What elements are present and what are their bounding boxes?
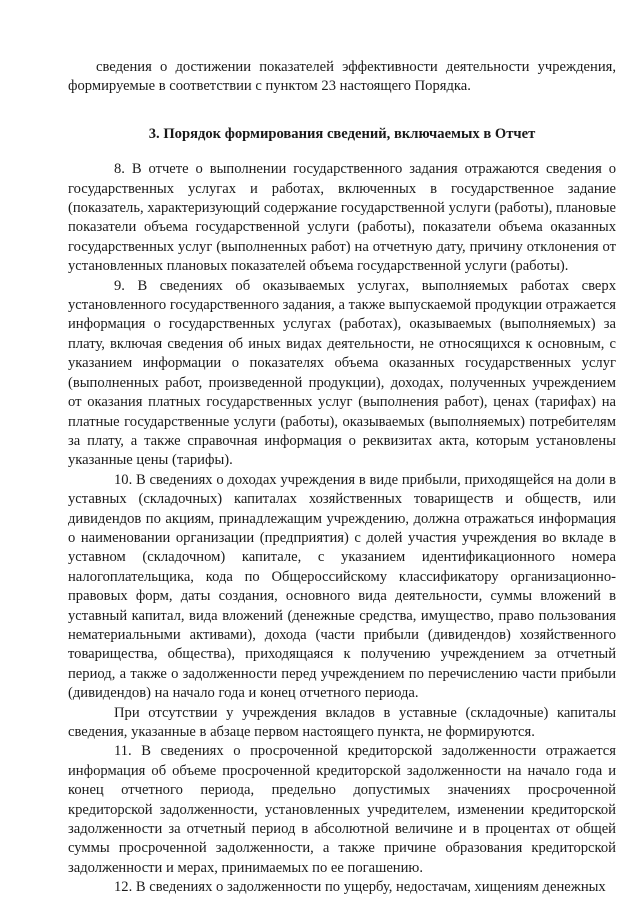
paragraph-10-note: При отсутствии у учреждения вкладов в уставные (складочные) капиталы сведения, указанные в абзаце первом настоящего пункта, не формируются. bbox=[68, 704, 616, 740]
section-heading: 3. Порядок формирования сведений, включаемых в Отчет bbox=[148, 125, 536, 142]
paragraph-8: 8. В отчете о выполнении государственного задания отражаются сведения о государственных услугах и работах, включенных в государственное задание (показатель, характеризующий содержание государственной услуги (работы), плановые показатели объема государственной услуги (работы), показатели объема оказанных государственных услуг (выполненных работ) на отчетную дату, причину отклонения от установленных плановых показателей объема государственной услуги (работы). bbox=[68, 161, 616, 275]
paragraph-10: 10. В сведениях о доходах учреждения в виде прибыли, приходящейся на доли в уставных (складочных) капиталах хозяйственных товариществ и обществ, или дивидендов по акциям, принадлежащим учреждению, должна отражаться информация о наименовании организации (предприятия) с долей участия учреждения во вкладе в уставном (складочном) капитале, с указанием идентификационного номера налогоплательщика, кода по Общероссийскому классификатору организационно-правовых форм, даты создания, основного вида деятельности, суммы вложений в уставный капитал, вида вложений (денежные средства, имущество, право пользования нематериальными активами), дохода (части прибыли (дивидендов) хозяйственного товарищества, общества), приходящаяся к получению учреждением за отчетный период, а также о задолженности перед учреждением по перечислению части прибыли (дивидендов) на начало года и конец отчетного периода. bbox=[68, 471, 616, 702]
intro-paragraph: сведения о достижении показателей эффективности деятельности учреждения, формируемые в соответствии с пунктом 23 настоящего Порядка. bbox=[68, 59, 616, 95]
paragraph-11: 11. В сведениях о просроченной кредиторской задолженности отражается информация об объеме просроченной кредиторской задолженности на начало года и конец отчетного периода, предельно допустимых значениях просроченной кредиторской задолженности, установленных учредителем, изменении кредиторской задолженности за отчетный период в абсолютной величине и в процентах от общей суммы просроченной задолженности, а также причине образования кредиторской задолженности и мерах, принимаемых по ее погашению. bbox=[68, 743, 616, 876]
document-page bbox=[68, 58, 616, 898]
paragraph-12: 12. В сведениях о задолженности по ущербу, недостачам, хищениям денежных bbox=[114, 879, 606, 896]
paragraph-9: 9. В сведениях об оказываемых услугах, выполняемых работах сверх установленного государственного задания, а также выпускаемой продукции отражается информация о государственных услугах (работах), оказываемых (выполняемых) за плату, включая сведения об иных видах деятельности, не относящихся к основным, с указанием информации о показателях объема оказанных государственных услуг (выполненных работ, произведенной продукции), доходах, полученных учреждением от оказания платных государственных услуг (выполнения работ), ценах (тарифах) на платные государственные услуги (работы), оказываемых (выполняемых) потребителям за плату, а также справочная информация о реквизитах акта, которым установлены указанные цены (тарифы). bbox=[68, 277, 616, 469]
spacer bbox=[68, 97, 616, 111]
